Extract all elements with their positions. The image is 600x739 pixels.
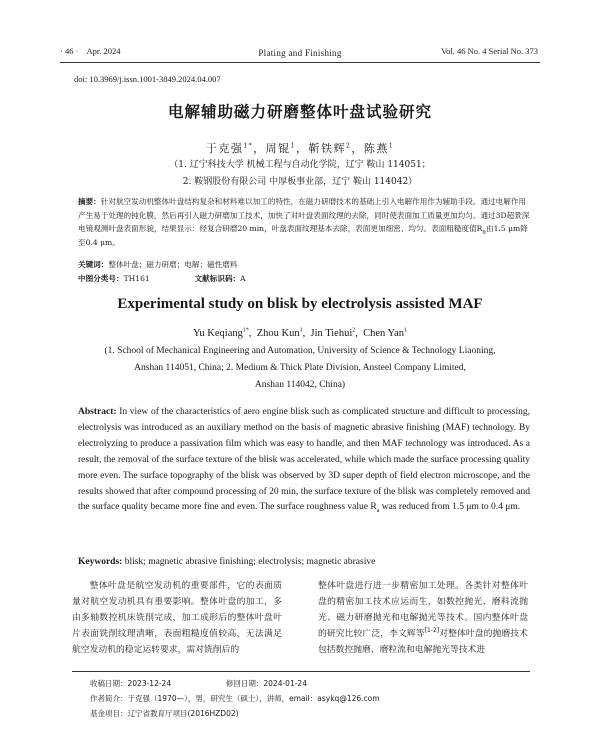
roughness-sub: a (482, 228, 486, 236)
en-authors: Yu Keqiang$^{1*}$, Zhou Kun$^1$, Jin Tiehui$^2$, Chen Yan$^1$ (193, 327, 407, 339)
footnote-fund: 基金项目：辽宁省教育厅项目(2016HZD02) (90, 709, 239, 718)
citation-ref: [1-2] (424, 627, 440, 635)
cn-title: 电解辅助磁力研磨整体叶盘试验研究 (167, 103, 432, 121)
journal-name: Plating and Finishing (258, 48, 342, 58)
volume-info: Vol. 46 No. 4 Serial No. 373 (441, 46, 538, 56)
footnote-author-bio: 作者简介：于克强（1970—），男，研究生（硕士），讲师，email：asykq@126.com (90, 694, 380, 703)
en-affiliation-2: Anshan 114051, China; 2. Medium & Thick Plate Division, Ansteel Company Limited, (134, 363, 466, 373)
author-sup: 1 (299, 327, 303, 334)
en-author: Zhou Kun (256, 328, 300, 339)
author-sup: 1* (243, 142, 254, 150)
cn-keywords-label: 关键词： (78, 260, 109, 269)
author-sup: 2 (352, 327, 356, 334)
revised-date: 修回日期：2024-01-24 (225, 679, 307, 688)
en-abstract-label: Abstract: (78, 407, 117, 417)
en-abstract (78, 405, 530, 516)
page-number: · 46 · (60, 46, 79, 56)
clc-label: 中图分类号： (78, 274, 124, 283)
cn-author: 陈燕 (363, 142, 389, 155)
author-sup: 1 (388, 142, 395, 150)
en-keywords (78, 557, 375, 567)
doc-code-label: 文献标识码： (194, 274, 241, 283)
cn-keywords-text: 整体叶盘；磁力研磨；电解；磁性磨料 (108, 260, 238, 269)
roughness-sub: a (376, 508, 380, 515)
footnote-dates (90, 678, 307, 689)
cn-abstract (78, 195, 530, 249)
author-sup: 1 (403, 327, 407, 334)
en-abstract-end: was reduced from 1.5 μm to 0.4 μm. (379, 502, 521, 513)
author-sup: 1* (242, 327, 249, 334)
doc-code-value: A (240, 274, 246, 283)
body-text: 对整体叶盘的抛磨技术包括数控抛磨、磨粒流和电解抛光等技术进 (318, 629, 528, 655)
en-abstract-text: In view of the characteristics of aero engine blisk such as complicated structure and difficult to processing, electrolysis was introduced as an auxiliary method on the basis of magnetic abrasive finishing (MAF) technology. By electrolyzing to produce a passivation film which was easy to handle, and then MAF technology was introduced. As a result, the removal of the surface texture of the blisk was accelerated, while which made the surface processing quality more even. The surface topography of the blisk was observed by 3D super depth of field electron microscope, and the results showed that after compound processing of 20 min, the surface texture of the blisk was completely removed and the surface quality became more fine and even. The surface roughness value R (78, 407, 530, 513)
en-affiliation-1: (1. School of Mechanical Engineering and Automation, University of Science & Technology Liaoning, (104, 346, 496, 356)
received-date: 收稿日期：2023-12-24 (90, 679, 172, 688)
cn-affiliation-1: （1. 辽宁科技大学 机械工程与自动化学院，辽宁 鞍山 114051； (169, 160, 431, 170)
clc-value: TH161 (123, 274, 150, 283)
en-title: Experimental study on blisk by electrolysis assisted MAF (117, 296, 483, 312)
en-author: Yu Keqiang (193, 328, 243, 339)
en-author: Jin Tiehui (310, 328, 353, 339)
cn-author: 周锟 (265, 142, 291, 155)
en-keywords-text: blisk; magnetic abrasive finishing; electrolysis; magnetic abrasive (122, 557, 376, 567)
body-paragraph (318, 578, 528, 658)
author-sup: 1 (290, 142, 296, 150)
cn-author: 靳铁辉 (308, 142, 346, 155)
cn-authors: 于克强$^{1*}$，周锟$^1$，靳铁辉$^2$，陈燕$^1$ (205, 142, 395, 155)
footnote-rule (72, 671, 530, 672)
author-sup: 2 (346, 142, 352, 150)
cn-classification (78, 273, 246, 284)
cn-affiliation-2: 2. 鞍钢股份有限公司 中厚板事业部，辽宁 鞍山 114042） (182, 177, 418, 187)
body-text: 整体叶盘进行进一步精密加工处理。各类针对整体叶盘的精密加工技术应运而生，如数控抛光、磨料流抛光、磁力研磨抛光和电解抛光等技术。国内整体叶盘的研究比较广泛，李文辉等 (318, 581, 528, 639)
body-column-left (72, 578, 282, 658)
body-paragraph: 整体叶盘是航空发动机的重要部件，它的表面质量对航空发动机具有重要影响。整体叶盘的加工，多由多轴数控机床铣削完成，加工成形后的整体叶盘叶片表面铣削纹理清晰，表面粗糙度值较高，无法满足航空发动机的稳定运转要求，需对铣削后的 (72, 581, 282, 655)
en-keywords-label: Keywords: (78, 557, 123, 567)
cn-abstract-label: 摘要： (78, 197, 101, 206)
cn-author: 于克强 (205, 142, 244, 155)
en-author: Chen Yan (363, 328, 404, 339)
cn-abstract-text: 针对航空发动机整体叶盘结构复杂和材料难以加工的特性，在磁力研磨技术的基础上引入电解作用作为辅助手段。通过电解作用产生易于处理的钝化膜，然后再引入磁力研磨加工技术，加快了对叶盘表面纹理的去除，同时使表面加工质量更加均匀。通过3D超景深电镜观测叶盘表面形貌，结果显示：经复合研磨20 min，叶盘表面纹理基本去除，表面更加细密、均匀。表面粗糙度值R (78, 197, 530, 233)
cn-keywords (78, 259, 237, 270)
header-rule (60, 62, 540, 63)
cn-abstract-end: 由1.5 μm降至0.4 μm。 (78, 224, 528, 247)
en-affiliation-3: Anshan 114042, China) (254, 380, 346, 390)
body-column-right (318, 578, 528, 658)
issue-date: Apr. 2024 (86, 46, 121, 56)
doi: doi: 10.3969/j.issn.1001-3849.2024.04.007 (74, 74, 221, 84)
